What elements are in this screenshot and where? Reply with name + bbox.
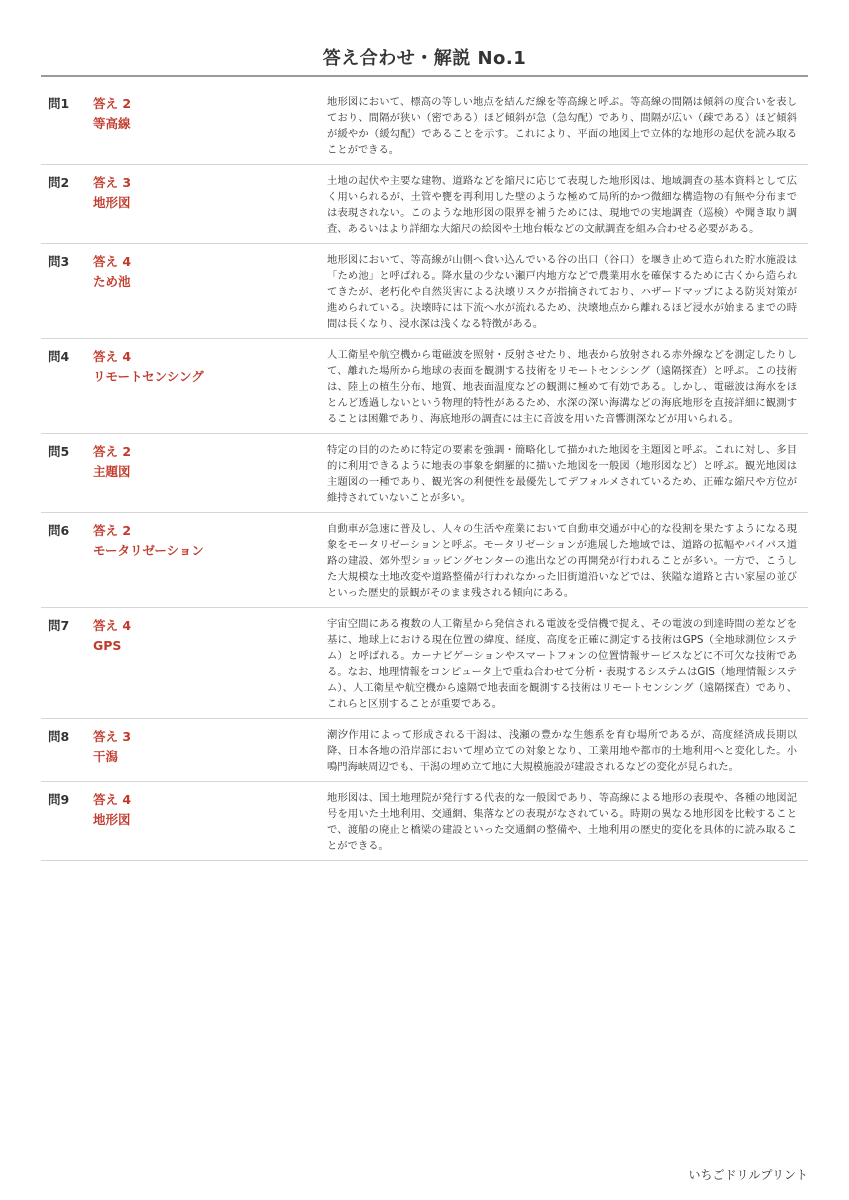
answer-block [93,521,327,601]
answer-block [93,94,327,158]
answer-prefix: 答え [93,254,119,269]
answer-number: 2 [122,96,132,111]
answer-choice [93,173,327,193]
answer-block [93,442,327,506]
answer-prefix: 答え [93,175,119,190]
question-number: 問7 [48,618,70,633]
answer-number: 3 [122,729,132,744]
answer-choice [93,790,327,810]
explanation-text: 土地の起伏や主要な建物、道路などを縮尺に応じて表現した地形図は、地域調査の基本資料として広く用いられるが、土管や甕を再利用した壁のような極めて局所的かつ微細な構造物の有無や分布までは表現されない。このような地形図の限界を補うためには、現地での実地調査（巡検）や聞き取り調査、あるいはより詳細な大縮尺の絵図や土地台帳などの文献調査を組み合わせる必要がある。 [327,175,797,235]
answer-row [41,608,808,719]
answer-term: 地形図 [93,194,131,210]
question-number: 問8 [48,729,70,744]
answer-row [41,165,808,244]
answer-number: 4 [122,618,132,633]
answer-prefix: 答え [93,523,119,538]
answer-term: 主題図 [93,463,131,479]
explanation-text: 人工衛星や航空機から電磁波を照射・反射させたり、地表から放射される赤外線などを測定したりして、離れた場所から地球の表面を観測する技術をリモートセンシング（遠隔探査）と呼ぶ。この技術は、陸上の植生分布、地質、地表面温度などの観測に極めて有効である。しかし、電磁波は海水をほとんど透過しないという物理的特性があるため、水深の深い海溝などの海底地形を直接詳細に観測することは困難であり、海底地形の調査には主に音波を用いた音響測深などが用いられる。 [327,349,797,425]
answer-number: 2 [122,523,132,538]
answer-prefix: 答え [93,96,119,111]
title-divider [41,75,808,77]
answer-row [41,244,808,339]
answer-number: 4 [122,254,132,269]
answer-term: GPS [93,637,122,653]
answer-block [93,616,327,712]
answer-number: 3 [122,175,132,190]
footer-brand: いちごドリルプリント [688,1168,808,1182]
answer-row [41,434,808,513]
answer-prefix: 答え [93,792,119,807]
answer-list [41,86,808,861]
answer-prefix: 答え [93,618,119,633]
question-number: 問5 [48,444,70,459]
question-number: 問2 [48,175,70,190]
answer-choice [93,616,327,636]
explanation-text: 地形図は、国土地理院が発行する代表的な一般図であり、等高線による地形の表現や、各種の地図記号を用いた土地利用、交通網、集落などの表現がなされている。時期の異なる地形図を比較することで、渡船の廃止と橋梁の建設といった交通網の整備や、土地利用の歴史的変化を具体的に読み取ることができる。 [327,792,797,852]
answer-number: 2 [122,444,132,459]
answer-prefix: 答え [93,349,119,364]
answer-term: 地形図 [93,811,131,827]
answer-block [93,252,327,332]
answer-choice [93,442,327,462]
explanation-text: 潮汐作用によって形成される干潟は、浅瀬の豊かな生態系を育む場所であるが、高度経済成長期以降、日本各地の沿岸部において埋め立ての対象となり、工業用地や都市的土地利用へと変化した。小鳴門海峡周辺でも、干潟の埋め立て地に大規模施設が建設されるなどの変化が見られた。 [327,729,797,773]
question-number: 問9 [48,792,70,807]
answer-row [41,339,808,434]
question-number: 問6 [48,523,70,538]
answer-block [93,173,327,237]
question-number: 問4 [48,349,70,364]
question-number: 問1 [48,96,70,111]
answer-row [41,86,808,165]
answer-number: 4 [122,792,132,807]
answer-choice [93,252,327,272]
answer-block [93,790,327,854]
answer-block [93,347,327,427]
answer-number: 4 [122,349,132,364]
answer-prefix: 答え [93,444,119,459]
answer-row [41,513,808,608]
answer-choice [93,727,327,747]
answer-term: ため池 [93,273,131,289]
answer-term: リモートセンシング [93,368,204,384]
explanation-text: 特定の目的のために特定の要素を強調・簡略化して描かれた地図を主題図と呼ぶ。これに対し、多目的に利用できるように地表の事象を網羅的に描いた地図を一般図（地形図など）と呼ぶ。観光地図は主題図の一種であり、観光客の利便性を最優先してデフォルメされているため、正確な縮尺や方位が維持されていないことが多い。 [327,444,797,504]
answer-term: 干潟 [93,748,119,764]
question-number: 問3 [48,254,70,269]
answer-prefix: 答え [93,729,119,744]
explanation-text: 自動車が急速に普及し、人々の生活や産業において自動車交通が中心的な役割を果たすようになる現象をモータリゼーションと呼ぶ。モータリゼーションが進展した地域では、道路の拡幅やバイパス道路の建設、郊外型ショッピングセンターの進出などの再開発が行われることが多い。一方で、こうした大規模な土地改変や道路整備が行われなかった旧街道沿いなどでは、狭隘な道路と古い家屋の並びといった歴史的景観がそのまま残される傾向にある。 [327,523,797,599]
answer-block [93,727,327,775]
answer-choice [93,521,327,541]
answer-choice [93,347,327,367]
answer-term: 等高線 [93,115,131,131]
explanation-text: 宇宙空間にある複数の人工衛星から発信される電波を受信機で捉え、その電波の到達時間の差などを基に、地球上における現在位置の緯度、経度、高度を正確に測定する技術はGPS（全地球測位システム）と呼ばれる。カーナビゲーションやスマートフォンの位置情報サービスなどに不可欠な技術である。なお、地理情報をコンピュータ上で重ね合わせて分析・表現するシステムはGIS（地理情報システム）、人工衛星や航空機から遠隔で地表面を観測する技術はリモートセンシング（遠隔探査）であり、これらと区別することが重要である。 [327,618,797,710]
answer-choice [93,94,327,114]
answer-term: モータリゼーション [93,542,204,558]
page-title: 答え合わせ・解説 No.1 [322,48,527,69]
explanation-text: 地形図において、等高線が山側へ食い込んでいる谷の出口（谷口）を堰き止めて造られた貯水施設は「ため池」と呼ばれる。降水量の少ない瀬戸内地方などで農業用水を確保するために古くから造られてきたが、老朽化や自然災害による決壊リスクが指摘されており、ハザードマップによる防災対策が進められている。決壊時には下流へ水が流れるため、決壊地点から離れるほど浸水が始まるまでの時間は長くなり、浸水深は浅くなる特徴がある。 [327,254,797,330]
explanation-text: 地形図において、標高の等しい地点を結んだ線を等高線と呼ぶ。等高線の間隔は傾斜の度合いを表しており、間隔が狭い（密である）ほど傾斜が急（急勾配）であり、間隔が広い（疎である）ほど傾斜が緩やか（緩勾配）であることを示す。これにより、平面の地図上で立体的な地形の起伏を読み取ることができる。 [327,96,797,156]
answer-row [41,719,808,782]
answer-row [41,782,808,861]
